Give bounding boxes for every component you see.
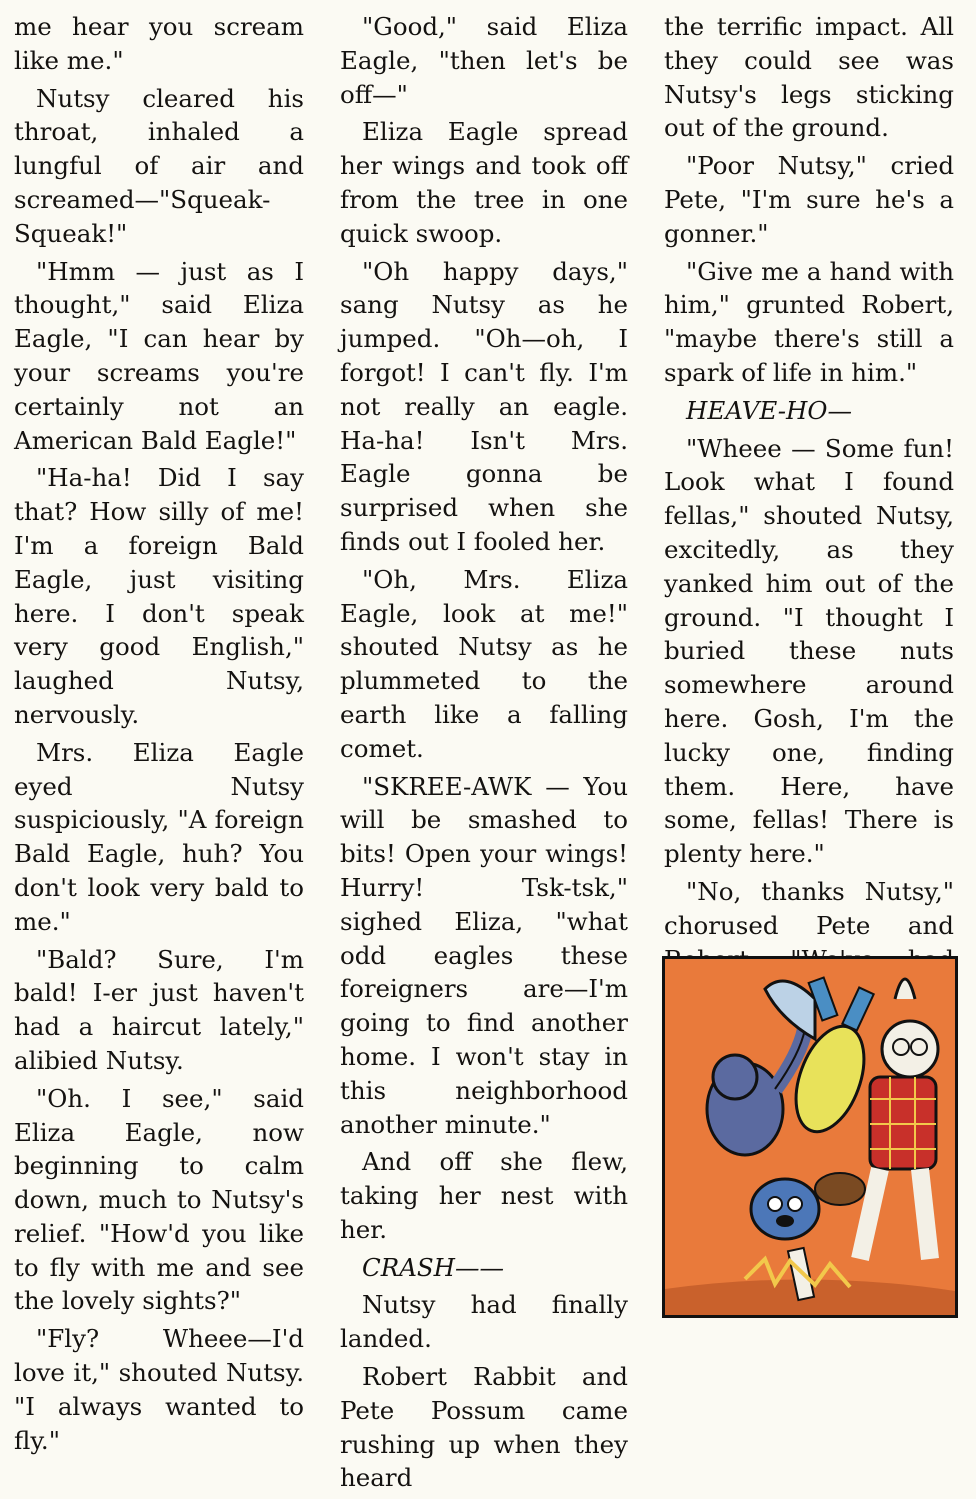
- cartoon-illustration: [662, 956, 958, 1318]
- paragraph: "Poor Nutsy," cried Pete, "I'm sure he's a gonner.": [664, 151, 954, 248]
- paragraph: Nutsy cleared his throat, inhaled a lungful of air and screamed—"Squeak-Squeak!": [14, 83, 304, 248]
- paragraph: "Bald? Sure, I'm bald! I-er just haven't had a haircut lately," alibied Nutsy.: [14, 944, 304, 1075]
- paragraph: "Oh. I see," said Eliza Eagle, now beginning to calm down, much to Nutsy's relief. "How'd you like to fly with me and see the lovely sights?": [14, 1083, 304, 1316]
- paragraph: "Ha-ha! Did I say that? How silly of me! I'm a foreign Bald Eagle, just visiting here. I don't speak very good English," laughed Nutsy, nervously.: [14, 463, 304, 729]
- paragraph: Mrs. Eliza Eagle eyed Nutsy suspiciously, "A foreign Bald Eagle, huh? You don't look very bald to me.": [14, 737, 304, 936]
- paragraph: Eliza Eagle spread her wings and took off from the tree in one quick swoop.: [340, 117, 628, 248]
- sound-effect: HEAVE-HO—: [686, 395, 852, 425]
- paragraph: "Oh happy days," sang Nutsy as he jumped. "Oh—oh, I forgot! I can't fly. I'm not really an eagle. Ha-ha! Isn't Mrs. Eagle gonna be surprised when she finds out I fooled her.: [340, 256, 628, 556]
- paragraph: me hear you scream like me.": [14, 12, 304, 75]
- paragraph: "Good," said Eliza Eagle, "then let's be off—": [340, 12, 628, 109]
- illustration-drawing: [665, 959, 955, 1315]
- paragraph: "Give me a hand with him," grunted Robert, "maybe there's still a spark of life in him.": [664, 256, 954, 387]
- paragraph: "Wheee — Some fun! Look what I found fellas," shouted Nutsy, excitedly, as they yanked him out of the ground. "I thought I buried these nuts somewhere around here. Gosh, I'm the lucky one, finding them. Here, have some, fellas! There is plenty here.": [664, 433, 954, 869]
- text-column-2: [340, 10, 628, 1499]
- paragraph: "Fly? Wheee—I'd love it," shouted Nutsy. "I always wanted to fly.": [14, 1324, 304, 1455]
- paragraph: Nutsy had finally landed.: [340, 1290, 628, 1354]
- text-column-3: [664, 10, 954, 1048]
- text-column-1: [14, 10, 304, 1461]
- sound-effect: CRASH——: [362, 1252, 505, 1282]
- paragraph: the terrific impact. All they could see was Nutsy's legs sticking out of the ground.: [664, 12, 954, 143]
- paragraph: "Oh, Mrs. Eliza Eagle, look at me!" shouted Nutsy as he plummeted to the earth like a falling comet.: [340, 564, 628, 763]
- paragraph: And off she flew, taking her nest with her.: [340, 1147, 628, 1244]
- paragraph: "SKREE-AWK — You will be smashed to bits! Open your wings! Hurry! Tsk-tsk," sighed Eliza, "what odd eagles these foreigners are—I'm going to find another home. I won't stay in this neighborhood another minute.": [340, 771, 628, 1139]
- paragraph: Robert Rabbit and Pete Possum came rushing up when they heard: [340, 1362, 628, 1493]
- paragraph: "Hmm — just as I thought," said Eliza Eagle, "I can hear by your screams you're certainly not an American Bald Eagle!": [14, 256, 304, 455]
- paragraph: "No, thanks Nutsy," chorused Pete and: [664, 876, 954, 940]
